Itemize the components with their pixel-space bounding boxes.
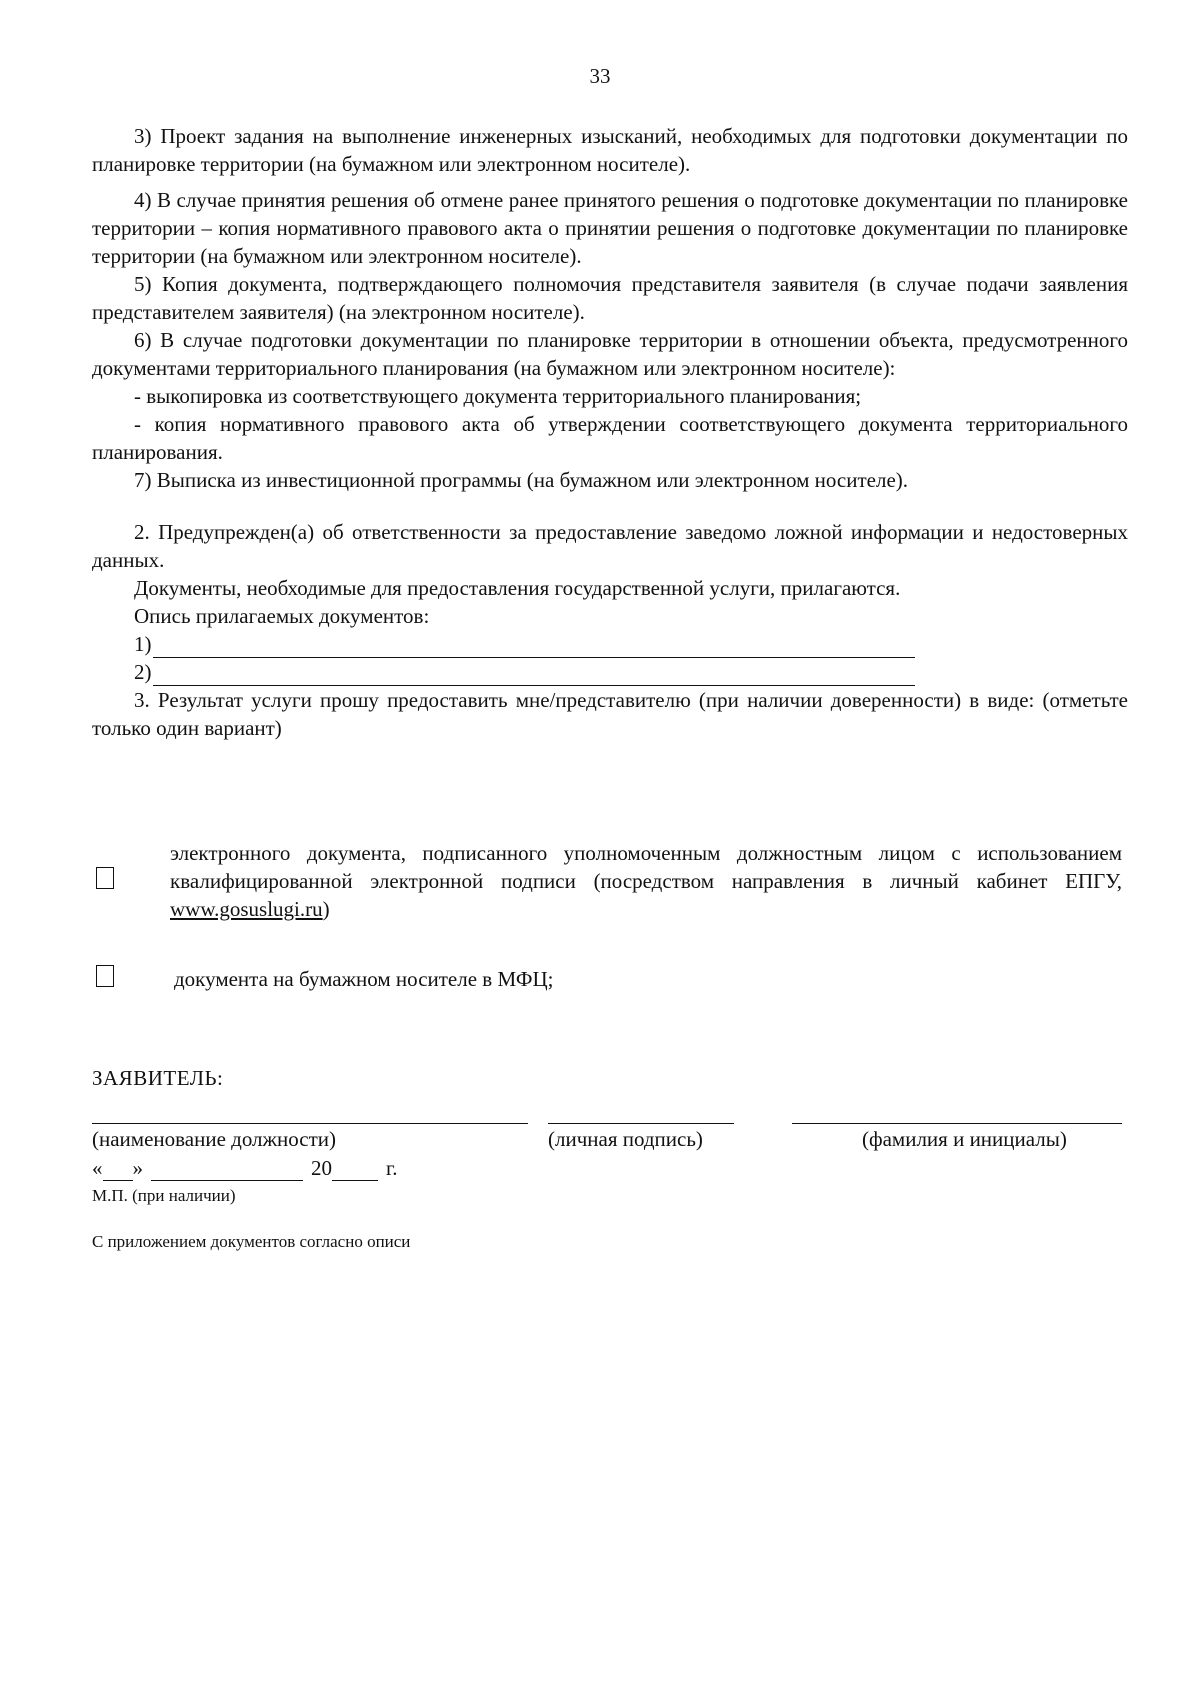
seal-note: М.П. (при наличии): [92, 1186, 236, 1205]
name-caption: (фамилия и инициалы): [862, 1127, 1067, 1151]
date-row: [92, 1156, 398, 1181]
signature-caption: (личная подпись): [548, 1127, 703, 1151]
inventory-blank[interactable]: [153, 665, 915, 686]
electronic-option-label: [170, 839, 1122, 923]
name-line[interactable]: [792, 1123, 1122, 1124]
applicant-label: ЗАЯВИТЕЛЬ:: [92, 1066, 224, 1090]
inventory-line-1[interactable]: [92, 630, 1128, 658]
electronic-option-text: электронного документа, подписанного уполномоченным должностным лицом с использованием квалифицированной электронной подписи (посредством направления в личный кабинет ЕПГУ,: [170, 841, 1122, 893]
page-number: 33: [589, 64, 611, 88]
inventory-line-2[interactable]: [92, 658, 1128, 686]
year-prefix: 20: [311, 1156, 332, 1180]
inventory-number: 1): [134, 632, 152, 656]
gosuslugi-link[interactable]: www.gosuslugi.ru: [170, 897, 323, 921]
document-body: [92, 122, 1128, 742]
day-blank[interactable]: [103, 1162, 133, 1181]
item-4: 4) В случае принятия решения об отмене ранее принятого решения о подготовке документации по планировке территории – копия нормативного правового акта о принятии решения о подготовке документации по планировке территории (на бумажном или электронном носителе).: [92, 188, 1128, 268]
inventory-title: Опись прилагаемых документов:: [134, 604, 430, 628]
item-6-sub-1: - выкопировка из соответствующего документа территориального планирования;: [134, 384, 862, 408]
attachment-note: С приложением документов согласно описи: [92, 1232, 411, 1251]
position-line[interactable]: [92, 1123, 528, 1124]
paper-option-label: документа на бумажном носителе в МФЦ;: [174, 967, 554, 991]
result-request: 3. Результат услуги прошу предоставить мне/представителю (при наличии доверенности) в виде: (отметьте только один вариант): [92, 688, 1128, 740]
documents-attached: Документы, необходимые для предоставления государственной услуги, прилагаются.: [134, 576, 901, 600]
signature-line[interactable]: [548, 1123, 734, 1124]
inventory-number: 2): [134, 660, 152, 684]
electronic-option-tail: ): [322, 897, 330, 921]
inventory-blank[interactable]: [153, 637, 915, 658]
paper-checkbox[interactable]: [96, 965, 114, 987]
electronic-checkbox[interactable]: [96, 867, 114, 889]
year-blank[interactable]: [332, 1162, 378, 1181]
quote-close: »: [132, 1156, 143, 1180]
item-6-sub-2: - копия нормативного правового акта об утверждении соответствующего документа территориального планирования.: [92, 412, 1128, 464]
position-caption: (наименование должности): [92, 1127, 337, 1151]
item-7: 7) Выписка из инвестиционной программы (на бумажном или электронном носителе).: [134, 468, 909, 492]
item-6: 6) В случае подготовки документации по планировке территории в отношении объекта, предусмотренного документами территориального планирования (на бумажном или электронном носителе):: [92, 328, 1128, 380]
item-3: 3) Проект задания на выполнение инженерных изысканий, необходимых для подготовки документации по планировке территории (на бумажном или электронном носителе).: [92, 124, 1128, 176]
year-suffix: г.: [386, 1156, 398, 1180]
month-blank[interactable]: [151, 1162, 303, 1181]
item-5: 5) Копия документа, подтверждающего полномочия представителя заявителя (в случае подачи заявления представителем заявителя) (на электронном носителе).: [92, 272, 1128, 324]
quote-open: «: [92, 1156, 103, 1180]
warning-paragraph: 2. Предупрежден(а) об ответственности за предоставление заведомо ложной информации и недостоверных данных.: [92, 520, 1128, 572]
